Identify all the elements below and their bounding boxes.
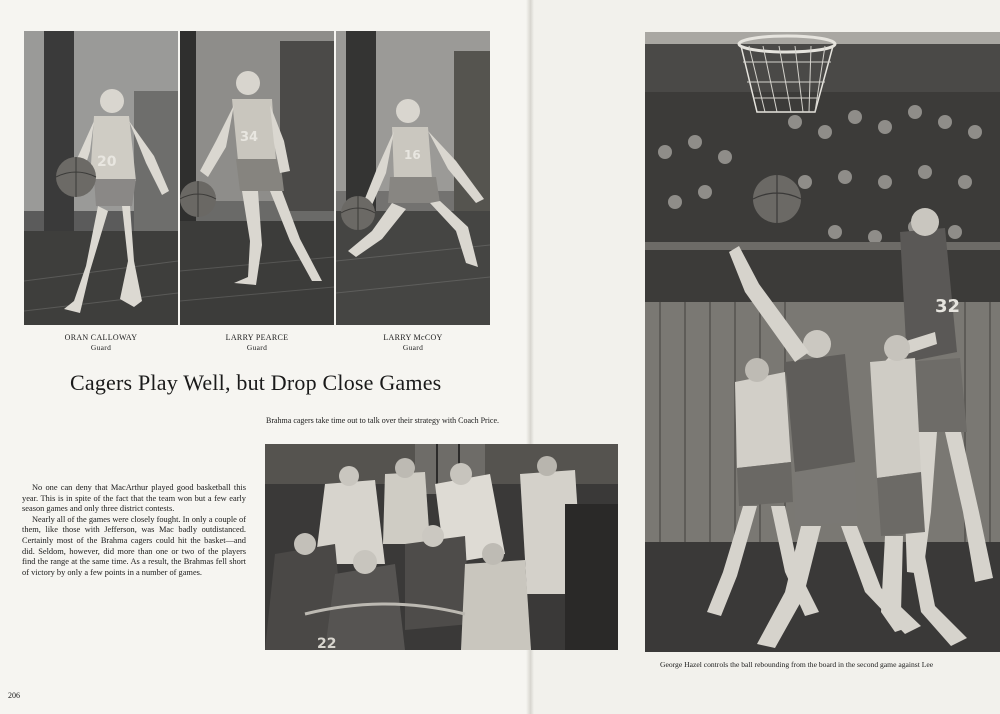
article-body	[22, 483, 246, 578]
player-position: Guard	[90, 343, 112, 352]
caption-pearce	[180, 333, 334, 353]
team-photo-caption: Brahma cagers take time out to talk over their strategy with Coach Price.	[266, 416, 500, 425]
jersey-number: 32	[935, 296, 961, 317]
player-name: ORAN CALLOWAY	[64, 333, 138, 342]
player-position: Guard	[246, 343, 268, 352]
player-photo-calloway	[24, 31, 178, 325]
jersey-number: 16	[404, 148, 421, 162]
team-huddle-photo	[265, 444, 618, 650]
caption-calloway	[24, 333, 178, 353]
player-name: LARRY McCOY	[383, 333, 443, 342]
player-photo-pearce	[180, 31, 334, 325]
jersey-number: 20	[97, 154, 117, 170]
caption-mccoy	[336, 333, 490, 353]
action-photo-caption: George Hazel controls the ball rebounding from the board in the second game against Lee	[660, 660, 934, 669]
jersey-number: 34	[240, 130, 259, 145]
rebound-action-photo	[645, 32, 1000, 652]
player-name: LARRY PEARCE	[225, 333, 289, 342]
jersey-number: 22	[317, 636, 337, 650]
body-paragraph: No one can deny that MacArthur played good basketball this year. This is in spite of the fact that the team won but a few early season games and only three district contests.	[22, 483, 246, 514]
article-headline: Cagers Play Well, but Drop Close Games	[70, 370, 442, 395]
body-paragraph: Nearly all of the games were closely fought. In only a couple of them, like those with Jefferson, was Mac badly outdistanced. Certainly most of the Brahma cagers could hit the basket—and did. Seldom, however, did more than one or two of the players find the range at the same time. As a result, the Brahmas fell short of victory by only a few points in a number of games.	[22, 514, 246, 577]
player-position: Guard	[402, 343, 424, 352]
player-photo-mccoy	[336, 31, 490, 325]
page-number: 206	[8, 691, 20, 700]
